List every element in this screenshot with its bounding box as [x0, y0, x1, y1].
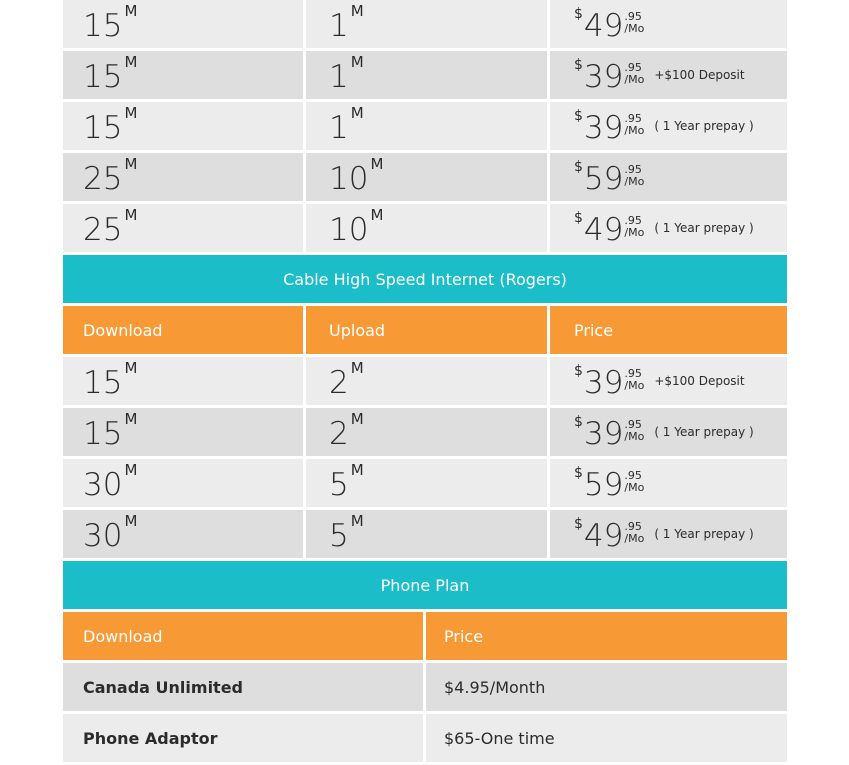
upload-cell-unit: M — [350, 461, 364, 479]
download-cell-unit: M — [124, 155, 138, 173]
price-cents: .95 — [624, 112, 642, 125]
price-cell — [550, 153, 787, 201]
header-download: Download — [63, 306, 303, 354]
price-cell — [550, 357, 787, 405]
download-cell-value: 30 — [83, 467, 123, 503]
download-cell-value: 25 — [83, 161, 123, 197]
upload-cell-unit: M — [350, 53, 364, 71]
price-cell — [550, 102, 787, 150]
header-price: Price — [550, 306, 787, 354]
download-cell — [63, 51, 303, 99]
price-cell — [550, 408, 787, 456]
price-value — [574, 6, 644, 42]
price-cents-stack — [624, 113, 644, 137]
price-value — [574, 414, 754, 450]
price-period: /Mo — [624, 532, 645, 545]
upload-cell-value: 1 — [329, 110, 349, 146]
download-cell — [63, 459, 303, 507]
pricing-table — [63, 0, 787, 765]
price-cents-stack — [624, 521, 644, 545]
price-dollars: 39 — [583, 110, 624, 146]
price-value — [574, 516, 754, 552]
price-cents: .95 — [624, 469, 642, 482]
price-cents: .95 — [624, 214, 642, 227]
currency-symbol: $ — [574, 159, 583, 175]
price-dollars: 39 — [583, 416, 624, 452]
upload-cell — [306, 51, 547, 99]
price-note: ( 1 Year prepay ) — [654, 425, 754, 439]
phone-section-title: Phone Plan — [380, 575, 470, 595]
upload-cell — [306, 102, 547, 150]
download-cell-unit: M — [124, 410, 138, 428]
upload-cell-unit: M — [350, 512, 364, 530]
price-cents-stack — [624, 368, 644, 392]
upload-cell — [306, 459, 547, 507]
upload-cell — [306, 408, 547, 456]
price-dollars: 49 — [583, 212, 624, 248]
table-row — [63, 0, 787, 48]
download-cell-unit: M — [124, 104, 138, 122]
price-cents: .95 — [624, 163, 642, 176]
table-row — [63, 408, 787, 456]
table-row — [63, 102, 787, 150]
currency-symbol: $ — [574, 210, 583, 226]
upload-cell-value: 10 — [329, 212, 369, 248]
cable-section-title: Cable High Speed Internet (Rogers) — [283, 269, 567, 289]
price-value — [574, 108, 754, 144]
download-cell-unit: M — [124, 53, 138, 71]
price-note: +$100 Deposit — [654, 374, 745, 388]
price-cents: .95 — [624, 10, 642, 23]
upload-cell-value: 5 — [329, 518, 349, 554]
table-row — [63, 510, 787, 558]
download-cell-unit: M — [124, 461, 138, 479]
upload-cell-value: 10 — [329, 161, 369, 197]
price-dollars: 59 — [583, 467, 624, 503]
price-value — [574, 159, 644, 195]
price-cents: .95 — [624, 520, 642, 533]
phone-column-headers — [63, 612, 787, 660]
price-cell — [550, 510, 787, 558]
upload-cell-unit: M — [370, 206, 384, 224]
price-period: /Mo — [624, 73, 645, 86]
table-row — [63, 204, 787, 252]
upload-cell-value: 2 — [329, 416, 349, 452]
upload-cell — [306, 357, 547, 405]
cable-column-headers — [63, 306, 787, 354]
price-dollars: 49 — [583, 8, 624, 44]
price-cents-stack — [624, 419, 644, 443]
download-cell-value: 15 — [83, 8, 123, 44]
currency-symbol: $ — [574, 57, 583, 73]
currency-symbol: $ — [574, 414, 583, 430]
upload-cell-value: 1 — [329, 8, 349, 44]
download-cell-value: 15 — [83, 59, 123, 95]
upload-cell — [306, 153, 547, 201]
download-cell-unit: M — [124, 206, 138, 224]
table-row — [63, 153, 787, 201]
download-cell-value: 30 — [83, 518, 123, 554]
header-phone-col1: Download — [63, 612, 423, 660]
price-cents-stack — [624, 470, 644, 494]
price-dollars: 39 — [583, 59, 624, 95]
table-row — [63, 51, 787, 99]
header-phone-col2: Price — [426, 612, 787, 660]
price-dollars: 59 — [583, 161, 624, 197]
table-row — [63, 714, 787, 762]
upload-cell-value: 1 — [329, 59, 349, 95]
price-period: /Mo — [624, 226, 645, 239]
download-cell — [63, 510, 303, 558]
price-period: /Mo — [624, 175, 645, 188]
price-note: ( 1 Year prepay ) — [654, 527, 754, 541]
price-period: /Mo — [624, 124, 645, 137]
download-cell-value: 15 — [83, 365, 123, 401]
download-cell-value: 15 — [83, 416, 123, 452]
price-cents-stack — [624, 215, 644, 239]
price-dollars: 49 — [583, 518, 624, 554]
price-value — [574, 363, 745, 399]
download-cell-unit: M — [124, 2, 138, 20]
upload-cell-unit: M — [350, 359, 364, 377]
download-cell-unit: M — [124, 359, 138, 377]
price-cents: .95 — [624, 418, 642, 431]
download-cell — [63, 357, 303, 405]
download-cell — [63, 204, 303, 252]
upload-cell — [306, 204, 547, 252]
price-value — [574, 465, 644, 501]
upload-cell-value: 5 — [329, 467, 349, 503]
phone-plan-price: $65-One time — [426, 714, 787, 762]
download-cell-value: 15 — [83, 110, 123, 146]
price-dollars: 39 — [583, 365, 624, 401]
phone-plan-price: $4.95/Month — [426, 663, 787, 711]
currency-symbol: $ — [574, 516, 583, 532]
table-row — [63, 459, 787, 507]
price-cents-stack — [624, 164, 644, 188]
phone-plan-name: Phone Adaptor — [63, 714, 423, 762]
price-cell — [550, 0, 787, 48]
cable-section-header — [63, 255, 787, 303]
upload-cell-unit: M — [370, 155, 384, 173]
download-cell — [63, 408, 303, 456]
price-note: +$100 Deposit — [654, 68, 745, 82]
download-cell-value: 25 — [83, 212, 123, 248]
price-value — [574, 210, 754, 246]
price-cents-stack — [624, 11, 644, 35]
table-row — [63, 663, 787, 711]
price-cents-stack — [624, 62, 644, 86]
price-cents: .95 — [624, 367, 642, 380]
currency-symbol: $ — [574, 6, 583, 22]
download-cell-unit: M — [124, 512, 138, 530]
upload-cell-unit: M — [350, 410, 364, 428]
price-cents: .95 — [624, 61, 642, 74]
upload-cell-unit: M — [350, 2, 364, 20]
download-cell — [63, 0, 303, 48]
upload-cell — [306, 510, 547, 558]
price-cell — [550, 204, 787, 252]
currency-symbol: $ — [574, 108, 583, 124]
phone-plan-rows — [63, 663, 787, 762]
dsl-plan-rows — [63, 0, 787, 252]
upload-cell — [306, 0, 547, 48]
currency-symbol: $ — [574, 465, 583, 481]
price-cell — [550, 459, 787, 507]
table-row — [63, 357, 787, 405]
price-period: /Mo — [624, 22, 645, 35]
phone-plan-name: Canada Unlimited — [63, 663, 423, 711]
currency-symbol: $ — [574, 363, 583, 379]
price-period: /Mo — [624, 481, 645, 494]
price-cell — [550, 51, 787, 99]
price-period: /Mo — [624, 430, 645, 443]
upload-cell-value: 2 — [329, 365, 349, 401]
header-upload: Upload — [306, 306, 547, 354]
download-cell — [63, 153, 303, 201]
price-value — [574, 57, 745, 93]
cable-plan-rows — [63, 357, 787, 558]
download-cell — [63, 102, 303, 150]
phone-section-header — [63, 561, 787, 609]
upload-cell-unit: M — [350, 104, 364, 122]
price-period: /Mo — [624, 379, 645, 392]
price-note: ( 1 Year prepay ) — [654, 119, 754, 133]
price-note: ( 1 Year prepay ) — [654, 221, 754, 235]
